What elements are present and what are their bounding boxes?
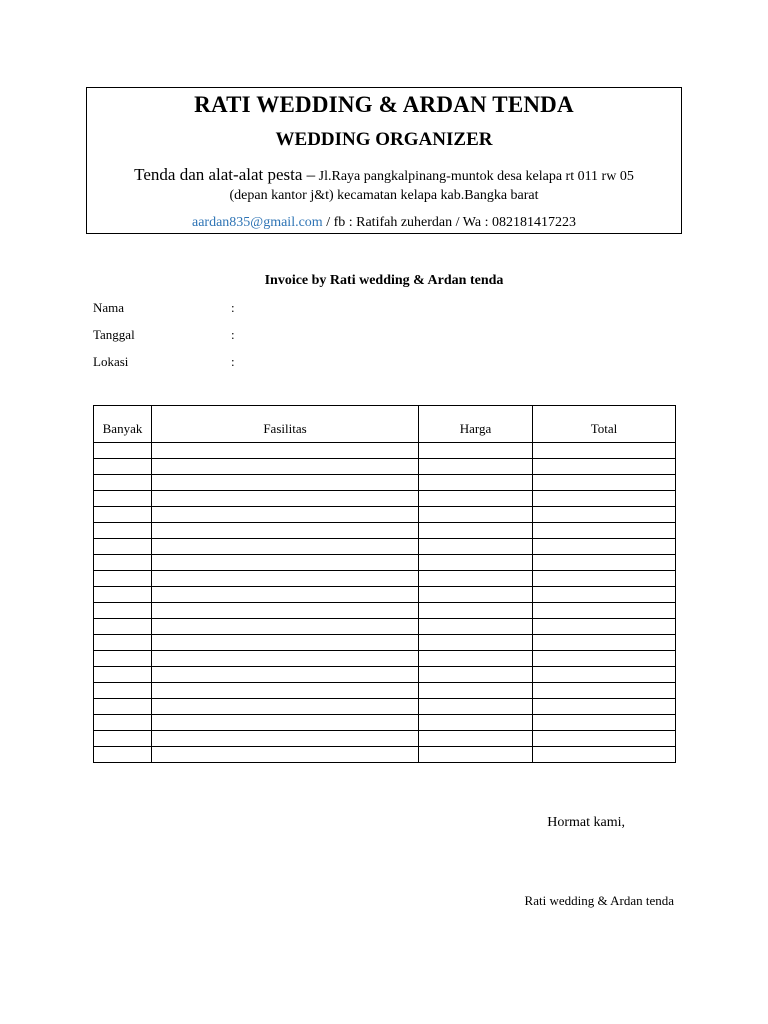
cell-harga[interactable] [419,715,533,731]
cell-harga[interactable] [419,443,533,459]
cell-fasilitas[interactable] [152,507,419,523]
table-row [94,667,676,683]
table-row [94,683,676,699]
cell-banyak[interactable] [94,699,152,715]
field-label-nama: Nama [93,300,125,315]
cell-total[interactable] [533,475,676,491]
cell-fasilitas[interactable] [152,651,419,667]
table-row [94,507,676,523]
invoice-title: Invoice by Rati wedding & Ardan tenda [264,273,504,288]
cell-banyak[interactable] [94,587,152,603]
cell-harga[interactable] [419,523,533,539]
cell-harga[interactable] [419,459,533,475]
table-row [94,539,676,555]
cell-harga[interactable] [419,571,533,587]
column-header-total: Total [533,406,676,443]
cell-banyak[interactable] [94,715,152,731]
table-row [94,523,676,539]
cell-total[interactable] [533,507,676,523]
email-link[interactable]: aardan835@gmail.com [192,215,323,230]
table-row [94,571,676,587]
cell-banyak[interactable] [94,603,152,619]
cell-total[interactable] [533,603,676,619]
column-header-fasilitas: Fasilitas [152,406,419,443]
cell-banyak[interactable] [94,683,152,699]
cell-harga[interactable] [419,539,533,555]
company-subtitle: WEDDING ORGANIZER [275,129,493,150]
cell-banyak[interactable] [94,651,152,667]
cell-fasilitas[interactable] [152,523,419,539]
cell-fasilitas[interactable] [152,555,419,571]
cell-banyak[interactable] [94,475,152,491]
cell-banyak[interactable] [94,747,152,763]
cell-fasilitas[interactable] [152,619,419,635]
cell-fasilitas[interactable] [152,475,419,491]
table-row [94,747,676,763]
column-header-banyak: Banyak [94,406,152,443]
cell-fasilitas[interactable] [152,459,419,475]
table-row [94,443,676,459]
cell-harga[interactable] [419,747,533,763]
field-colon-nama: : [231,300,235,315]
street-address: Jl.Raya pangkalpinang-muntok desa kelapa rt 011 rw 05 [315,169,634,184]
cell-fasilitas[interactable] [152,635,419,651]
table-row [94,731,676,747]
cell-harga[interactable] [419,619,533,635]
cell-fasilitas[interactable] [152,603,419,619]
field-colon-tanggal: : [231,327,235,342]
field-label-lokasi: Lokasi [93,354,129,369]
cell-total[interactable] [533,491,676,507]
contact-line [87,215,681,231]
cell-total[interactable] [533,619,676,635]
cell-harga[interactable] [419,683,533,699]
field-label-tanggal: Tanggal [93,327,135,342]
cell-banyak[interactable] [94,539,152,555]
cell-fasilitas[interactable] [152,731,419,747]
cell-harga[interactable] [419,667,533,683]
table-row [94,699,676,715]
cell-fasilitas[interactable] [152,747,419,763]
table-row [94,459,676,475]
cell-total[interactable] [533,667,676,683]
table-row [94,619,676,635]
cell-total[interactable] [533,731,676,747]
cell-total[interactable] [533,571,676,587]
closing-text: Hormat kami, [547,815,625,830]
letterhead-box [86,87,682,234]
cell-banyak[interactable] [94,619,152,635]
cell-banyak[interactable] [94,523,152,539]
cell-total[interactable] [533,683,676,699]
cell-total[interactable] [533,747,676,763]
cell-fasilitas[interactable] [152,587,419,603]
table-header-row [94,406,676,443]
cell-banyak[interactable] [94,459,152,475]
column-header-harga: Harga [419,406,533,443]
cell-harga[interactable] [419,555,533,571]
cell-banyak[interactable] [94,507,152,523]
address-line-1 [87,165,681,185]
cell-total[interactable] [533,539,676,555]
cell-total[interactable] [533,715,676,731]
cell-banyak[interactable] [94,571,152,587]
cell-harga[interactable] [419,587,533,603]
cell-banyak[interactable] [94,491,152,507]
contact-details: / fb : Ratifah zuherdan / Wa : 082181417223 [322,215,576,230]
cell-total[interactable] [533,699,676,715]
cell-harga[interactable] [419,603,533,619]
cell-harga[interactable] [419,651,533,667]
cell-fasilitas[interactable] [152,667,419,683]
cell-total[interactable] [533,459,676,475]
table-row [94,555,676,571]
cell-fasilitas[interactable] [152,699,419,715]
invoice-table [93,405,676,763]
cell-harga[interactable] [419,491,533,507]
cell-harga[interactable] [419,507,533,523]
cell-fasilitas[interactable] [152,715,419,731]
cell-banyak[interactable] [94,443,152,459]
table-row [94,715,676,731]
table-row [94,475,676,491]
cell-total[interactable] [533,555,676,571]
cell-fasilitas[interactable] [152,491,419,507]
table-row [94,651,676,667]
cell-banyak[interactable] [94,731,152,747]
cell-fasilitas[interactable] [152,571,419,587]
cell-harga[interactable] [419,475,533,491]
table-row [94,491,676,507]
cell-fasilitas[interactable] [152,443,419,459]
cell-fasilitas[interactable] [152,683,419,699]
table-row [94,635,676,651]
cell-total[interactable] [533,635,676,651]
cell-total[interactable] [533,523,676,539]
cell-harga[interactable] [419,635,533,651]
table-row [94,603,676,619]
cell-banyak[interactable] [94,667,152,683]
table-row [94,587,676,603]
field-colon-lokasi: : [231,354,235,369]
signature-name: Rati wedding & Ardan tenda [524,893,674,908]
cell-harga[interactable] [419,699,533,715]
cell-banyak[interactable] [94,555,152,571]
cell-harga[interactable] [419,731,533,747]
cell-total[interactable] [533,443,676,459]
cell-fasilitas[interactable] [152,539,419,555]
address-line-2: (depan kantor j&t) kecamatan kelapa kab.Bangka barat [229,188,539,203]
cell-banyak[interactable] [94,635,152,651]
table-body [94,443,676,763]
business-description: Tenda dan alat-alat pesta – [134,165,316,184]
cell-total[interactable] [533,651,676,667]
company-title: RATI WEDDING & ARDAN TENDA [194,92,574,117]
cell-total[interactable] [533,587,676,603]
